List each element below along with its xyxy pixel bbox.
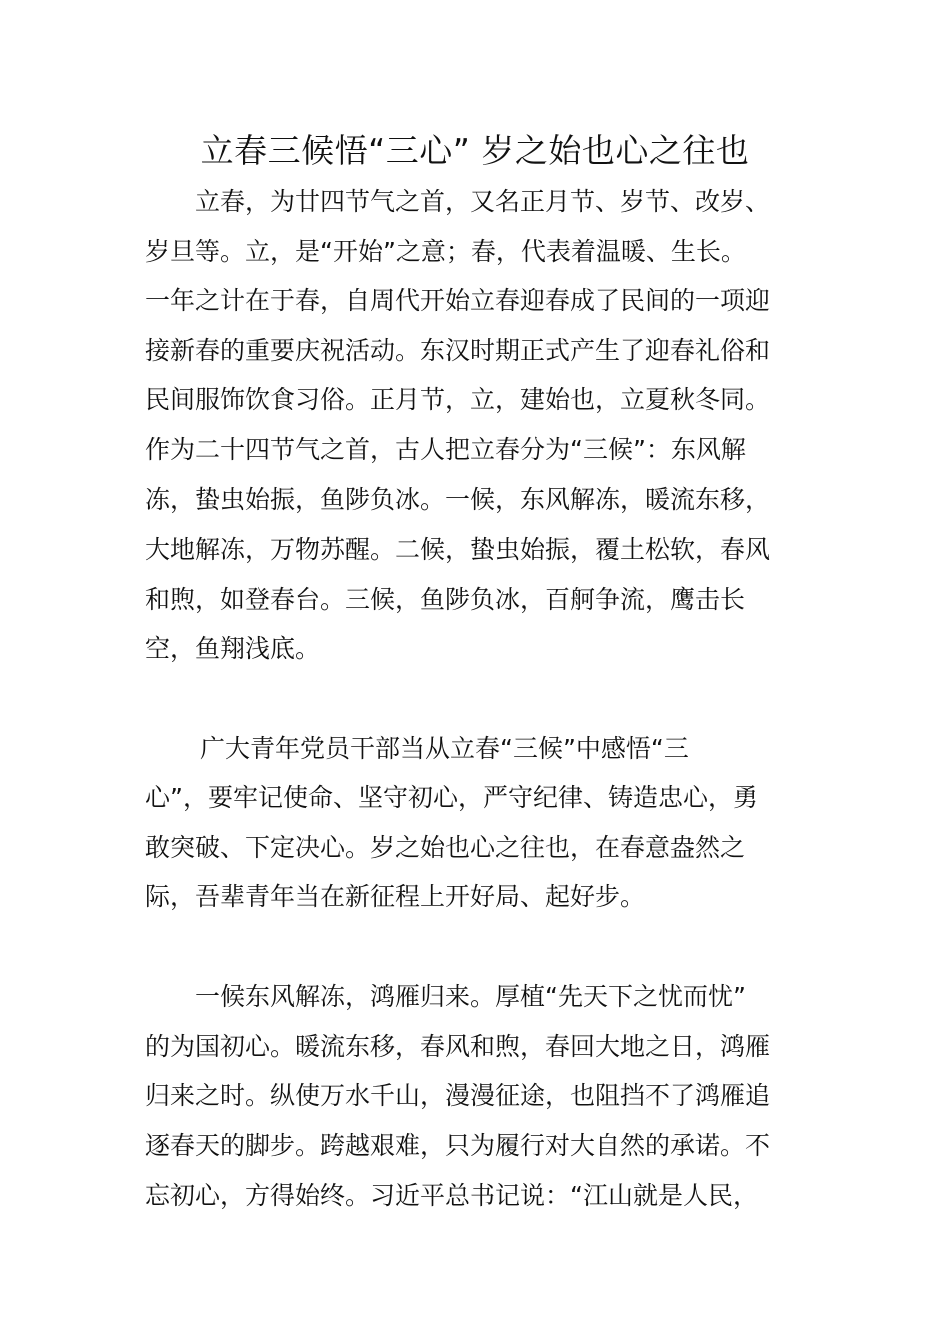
paragraph-2-line-1: 广大青年党员干部当从立春“三候”中感悟“三 xyxy=(200,734,689,763)
paragraph-1-line-4: 接新春的重要庆祝活动。东汉时期正式产生了迎春礼俗和 xyxy=(145,336,771,365)
paragraph-1-line-6: 作为二十四节气之首，古人把立春分为“三候”：东风解 xyxy=(145,435,746,464)
paragraph-1-line-1: 立春，为廿四节气之首，又名正月节、岁节、改岁、 xyxy=(195,187,771,216)
paragraph-3-line-5: 忘初心，方得始终。习近平总书记说：“江山就是人民， xyxy=(145,1181,758,1210)
paragraph-1-line-7: 冻，蛰虫始振，鱼陟负冰。一候，东风解冻，暖流东移， xyxy=(145,485,771,514)
paragraph-3-line-3: 归来之时。纵使万水千山，漫漫征途，也阻挡不了鸿雁追 xyxy=(145,1081,771,1110)
paragraph-3-line-2: 的为国初心。暖流东移，春风和煦，春回大地之日，鸿雁 xyxy=(145,1032,771,1061)
paragraph-1-line-8: 大地解冻，万物苏醒。二候，蛰虫始振，覆土松软，春风 xyxy=(145,535,771,564)
paragraph-1-line-2: 岁旦等。立，是“开始”之意；春，代表着温暖、生长。 xyxy=(145,237,746,266)
paragraph-1-line-5: 民间服饰饮食习俗。正月节，立，建始也，立夏秋冬同。 xyxy=(145,385,771,414)
paragraph-3-line-4: 逐春天的脚步。跨越艰难，只为履行对大自然的承诺。不 xyxy=(145,1131,771,1160)
page-title: 立春三候悟“三心” 岁之始也心之往也 xyxy=(200,131,750,170)
paragraph-2-line-4: 际，吾辈青年当在新征程上开好局、起好步。 xyxy=(145,882,646,911)
paragraph-2-line-3: 敢突破、下定决心。岁之始也心之往也，在春意盎然之 xyxy=(145,833,746,862)
paragraph-2-line-2: 心”，要牢记使命、坚守初心，严守纪律、铸造忠心，勇 xyxy=(145,783,758,812)
paragraph-1-line-3: 一年之计在于春，自周代开始立春迎春成了民间的一项迎 xyxy=(145,286,771,315)
paragraph-3-line-1: 一候东风解冻，鸿雁归来。厚植“先天下之忧而忧” xyxy=(195,982,746,1011)
paragraph-1-line-9: 和煦，如登春台。三候，鱼陟负冰，百舸争流，鹰击长 xyxy=(145,585,746,614)
paragraph-1-line-10: 空，鱼翔浅底。 xyxy=(145,634,321,663)
